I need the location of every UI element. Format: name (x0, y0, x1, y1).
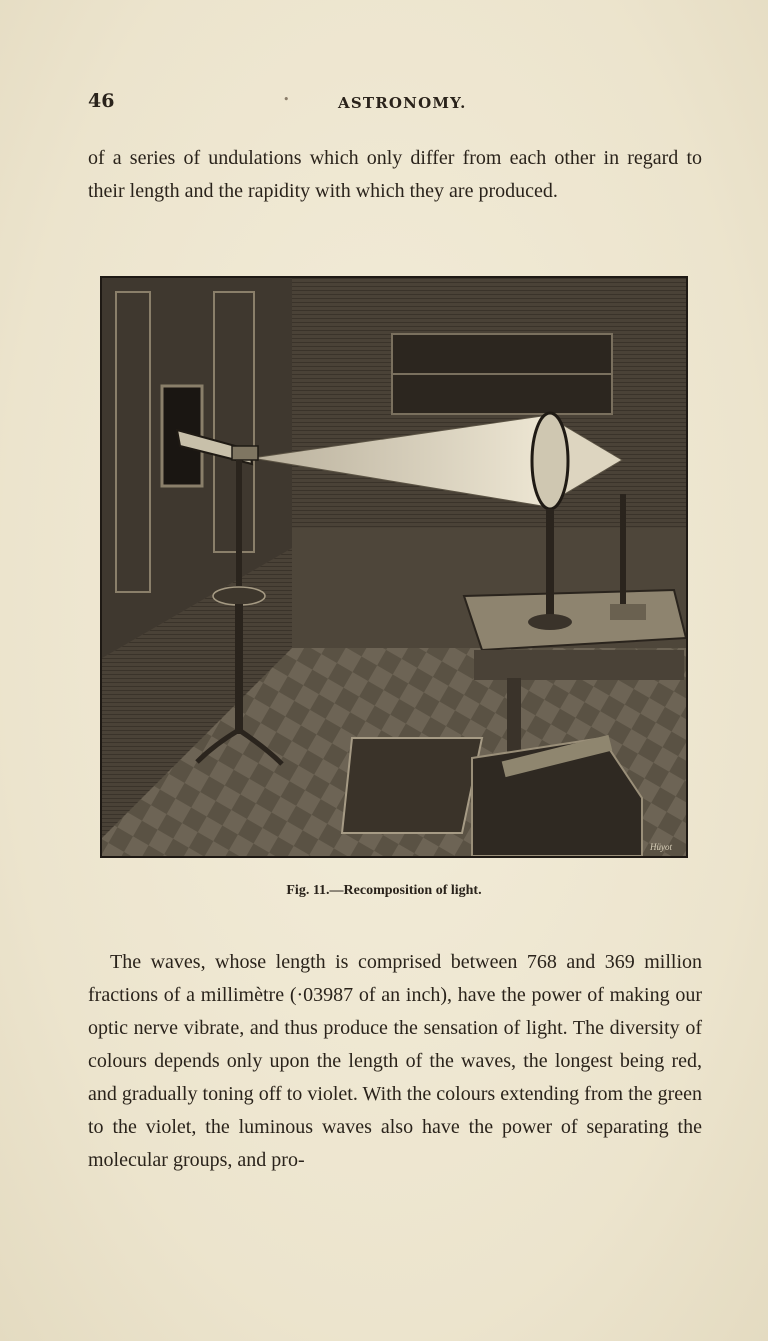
table-apron (474, 650, 684, 680)
page-number: 46 (88, 90, 115, 112)
paragraph-main: The waves, whose length is comprised between 768 and 369 million fractions of a millimètre (·03987 of an inch), have the power of making our optic nerve vibrate, and thus produce the sensation of light. The diversity of colours depends only upon the length of the waves, the longest being red, and gradually toning off to violet. With the colours extending from the green to the violet, the luminous waves also have the power of separating the molecular groups, and pro- (88, 951, 702, 1171)
engraving-illustration (102, 278, 686, 856)
ink-speck: • (283, 93, 290, 106)
prism-stand (236, 460, 242, 590)
stand-column (235, 604, 243, 734)
rug (342, 738, 482, 833)
paragraph-top: of a series of undulations which only differ from each other in regard to their length and the rapidity with which they are produced. (88, 147, 702, 202)
running-title: ASTRONOMY. (338, 94, 467, 112)
engraving-figure (100, 276, 688, 858)
screen-base (610, 604, 646, 620)
table-leg (507, 678, 521, 758)
engraver-signature: Hüyot (650, 842, 672, 852)
lens (532, 413, 568, 509)
lens-base (528, 614, 572, 630)
stand-plate (213, 587, 265, 605)
figure-caption: Fig. 11.—Recomposition of light. (286, 883, 482, 898)
lens-stand (546, 509, 554, 619)
page-header (88, 90, 700, 118)
screen-stand (620, 494, 626, 604)
prism-holder (232, 446, 258, 460)
